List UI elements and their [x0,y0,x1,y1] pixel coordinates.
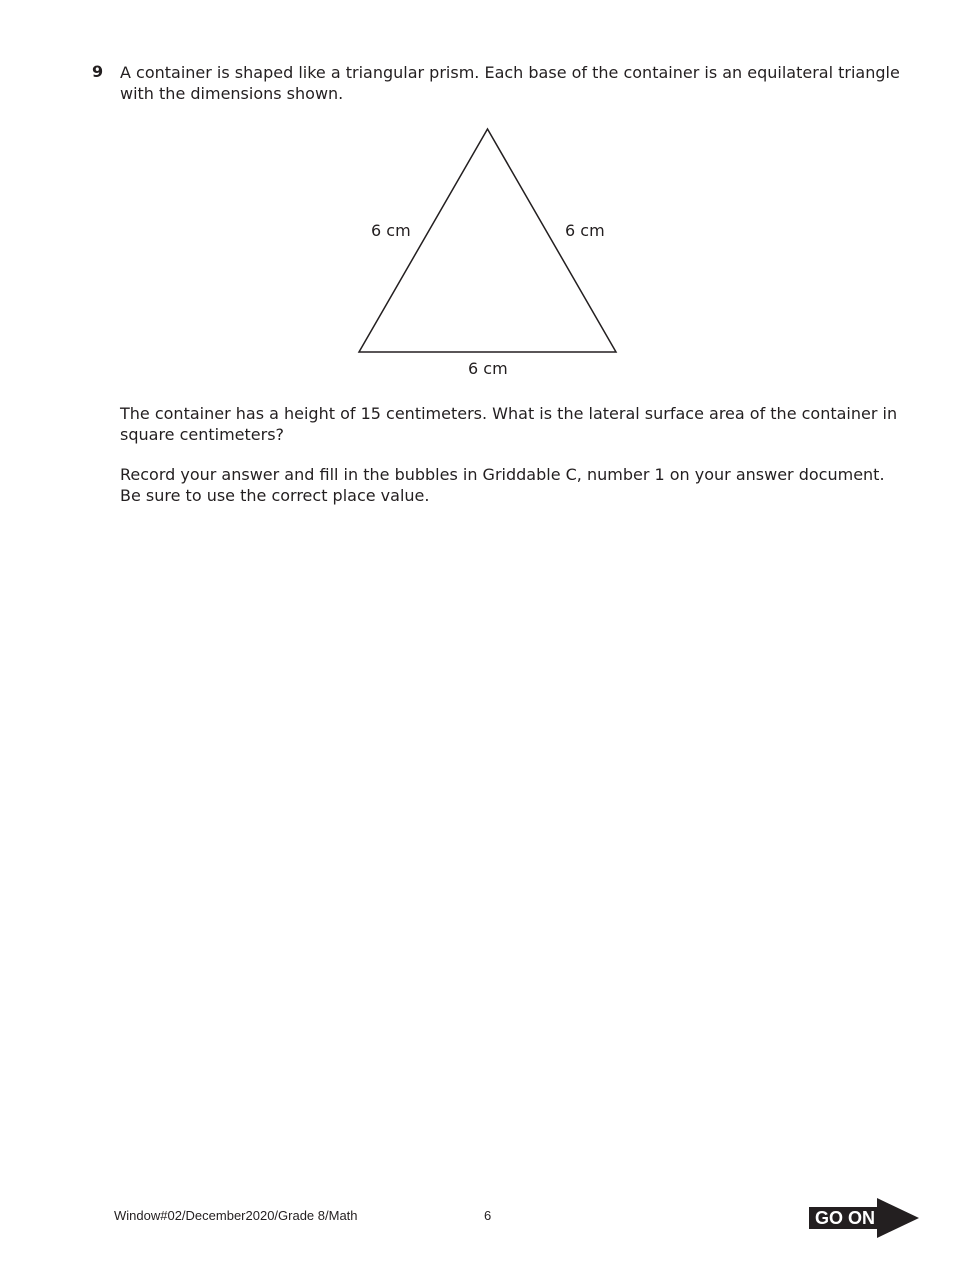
equilateral-triangle [359,129,616,352]
question-intro: A container is shaped like a triangular prism. Each base of the container is an equilateral triangle with the dimensions shown. [120,63,900,103]
triangle-figure [340,118,640,388]
question-prompt: The container has a height of 15 centimeters. What is the lateral surface area of the container in square centimeters? [120,404,898,444]
go-on-button[interactable] [809,1197,919,1239]
triangle-diagram [340,118,640,388]
left-side-label: 6 cm [371,221,411,240]
go-on-label: GO ON [814,1208,875,1228]
footer-form-id: Window#02/December2020/Grade 8/Math [114,1208,358,1223]
page-number: 6 [484,1208,492,1223]
question-number: 9 [92,62,104,81]
answer-instructions: Record your answer and fill in the bubbles in Griddable C, number 1 on your answer document. Be sure to use the correct place value. [120,465,885,505]
base-label: 6 cm [468,359,508,378]
right-side-label: 6 cm [565,221,605,240]
